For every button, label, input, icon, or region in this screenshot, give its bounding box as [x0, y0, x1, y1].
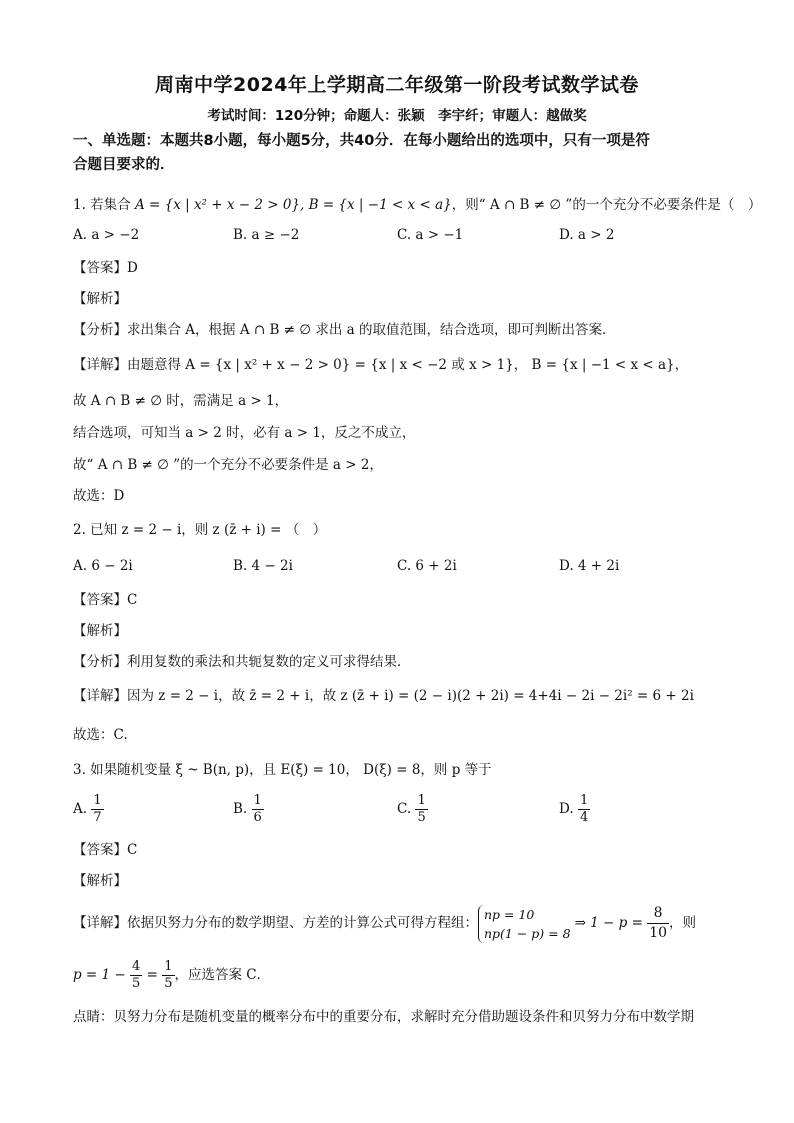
q3-option-a-den: 7 — [93, 810, 102, 825]
q3-eq-fraction — [647, 904, 669, 943]
q3-result-fraction2 — [162, 959, 174, 992]
q3-option-b-fraction — [252, 793, 264, 826]
q1-xiangjie: 【详解】由题意得 A = {x | x² + x − 2 > 0} = {x | x < −2 或 x > 1}， B = {x | −1 < x < a}， — [73, 357, 689, 373]
q2-option-d: D. 4 + 2i — [559, 558, 620, 574]
q1-step3: 故“ A ∩ B ≠ ∅ ”的一个充分不必要条件是 a > 2， — [73, 457, 383, 473]
q3-option-d-num: 1 — [579, 793, 589, 808]
q3-option-a — [73, 793, 104, 826]
q1-analysis-title: 【解析】 — [73, 291, 127, 307]
q2-stem: 2. 已知 z = 2 − i，则 z (z̄ + i) = （ ） — [73, 522, 327, 538]
q2-option-c: C. 6 + 2i — [397, 558, 457, 574]
q1-sets: A = {x | x² + x − 2 > 0}, B = {x | −1 < x < a} — [134, 197, 452, 213]
q3-implies: ⇒ 1 − p = — [574, 915, 643, 931]
q1-suffix: ，则“ A ∩ B ≠ ∅ ”的一个充分不必要条件是（ ） — [451, 197, 762, 213]
q3-result — [73, 958, 270, 992]
q2-choose: 故选：C. — [73, 727, 128, 743]
q3-xiangjie — [73, 903, 696, 943]
exam-info: 考试时间：120分钟；命题人：张颖 李宇纤；审题人：越做奖 — [207, 108, 587, 124]
q2-xiangjie: 【详解】因为 z = 2 − i，故 z̄ = 2 + i，故 z (z̄ + i) = (2 − i)(2 + 2i) = 4+4i − 2i − 2i² = 6 + 2i — [73, 688, 694, 704]
q3-analysis-title: 【解析】 — [73, 873, 127, 889]
q1-stem — [73, 195, 761, 215]
q3-option-b-den: 6 — [253, 810, 262, 825]
q2-fenxi: 【分析】利用复数的乘法和共轭复数的定义可求得结果． — [73, 654, 411, 670]
section-heading-line1: 一、单选题：本题共8小题，每小题5分，共40分．在每小题给出的选项中，只有一项是符 — [73, 133, 650, 149]
page-title: 周南中学2024年上学期高二年级第一阶段考试数学试卷 — [155, 74, 639, 96]
q3-option-c-label: C. — [397, 801, 412, 817]
q2-option-b: B. 4 − 2i — [233, 558, 293, 574]
q1-choose: 故选：D — [73, 488, 125, 504]
q1-option-a: A. a > −2 — [73, 227, 140, 243]
q3-answer: 【答案】C — [73, 842, 138, 858]
q3-xiangjie-prefix: 【详解】依据贝努力分布的数学期望、方差的计算公式可得方程组： — [73, 915, 478, 931]
q3-option-b-label: B. — [233, 801, 248, 817]
q3-option-a-num: 1 — [93, 793, 102, 808]
q3-option-d-den: 4 — [579, 810, 589, 825]
q3-result-num2: 1 — [164, 959, 173, 974]
q3-eq1: np = 10 — [484, 906, 535, 922]
q3-option-c — [397, 793, 428, 826]
q3-option-a-label: A. — [73, 801, 88, 817]
q3-option-c-num: 1 — [417, 793, 426, 808]
q3-result-eq: = — [146, 967, 158, 983]
q3-option-d-label: D. — [559, 801, 574, 817]
q1-step2: 结合选项，可知当 a > 2 时，必有 a > 1，反之不成立， — [73, 425, 416, 441]
q3-option-c-fraction — [415, 793, 427, 826]
q1-answer: 【答案】D — [73, 260, 138, 276]
q1-prefix: 1. 若集合 — [73, 197, 131, 213]
q3-result-num1: 4 — [132, 959, 141, 974]
q3-result-den2: 5 — [164, 976, 173, 991]
q3-eq2: np(1 − p) = 8 — [484, 925, 571, 941]
q3-result-suffix: ，应选答案 C． — [174, 967, 271, 983]
q3-then: ，则 — [669, 915, 697, 931]
q3-option-d-fraction — [578, 793, 590, 826]
q1-fenxi: 【分析】求出集合 A，根据 A ∩ B ≠ ∅ 求出 a 的取值范围，结合选项，即可判断出答案． — [73, 322, 616, 338]
q3-result-den1: 5 — [132, 976, 141, 991]
q1-option-d: D. a > 2 — [559, 227, 615, 243]
q2-analysis-title: 【解析】 — [73, 623, 127, 639]
q2-answer: 【答案】C — [73, 592, 138, 608]
q3-equation-system — [478, 905, 571, 943]
q3-result-fraction1 — [130, 959, 142, 992]
section-heading-line2: 合题目要求的． — [73, 157, 175, 173]
q1-option-b: B. a ≥ −2 — [233, 227, 300, 243]
q3-option-b — [233, 793, 264, 826]
q3-eq-fraction-num: 8 — [647, 904, 669, 924]
q3-option-d — [559, 793, 590, 826]
q3-stem: 3. 如果随机变量 ξ ~ B(n, p)，且 E(ξ) = 10， D(ξ) = 8，则 p 等于 — [73, 762, 492, 778]
q2-option-a: A. 6 − 2i — [73, 558, 133, 574]
q3-eq-fraction-den: 10 — [649, 925, 668, 941]
q3-result-prefix: p = 1 − — [73, 967, 126, 983]
q3-option-c-den: 5 — [417, 810, 426, 825]
q1-option-c: C. a > −1 — [397, 227, 464, 243]
q3-note: 点睛：贝努力分布是随机变量的概率分布中的重要分布，求解时充分借助题设条件和贝努力分布中数学期 — [73, 1009, 694, 1025]
q3-option-b-num: 1 — [253, 793, 262, 808]
q3-option-a-fraction — [91, 793, 103, 826]
q1-step1: 故 A ∩ B ≠ ∅ 时，需满足 a > 1， — [73, 393, 289, 409]
